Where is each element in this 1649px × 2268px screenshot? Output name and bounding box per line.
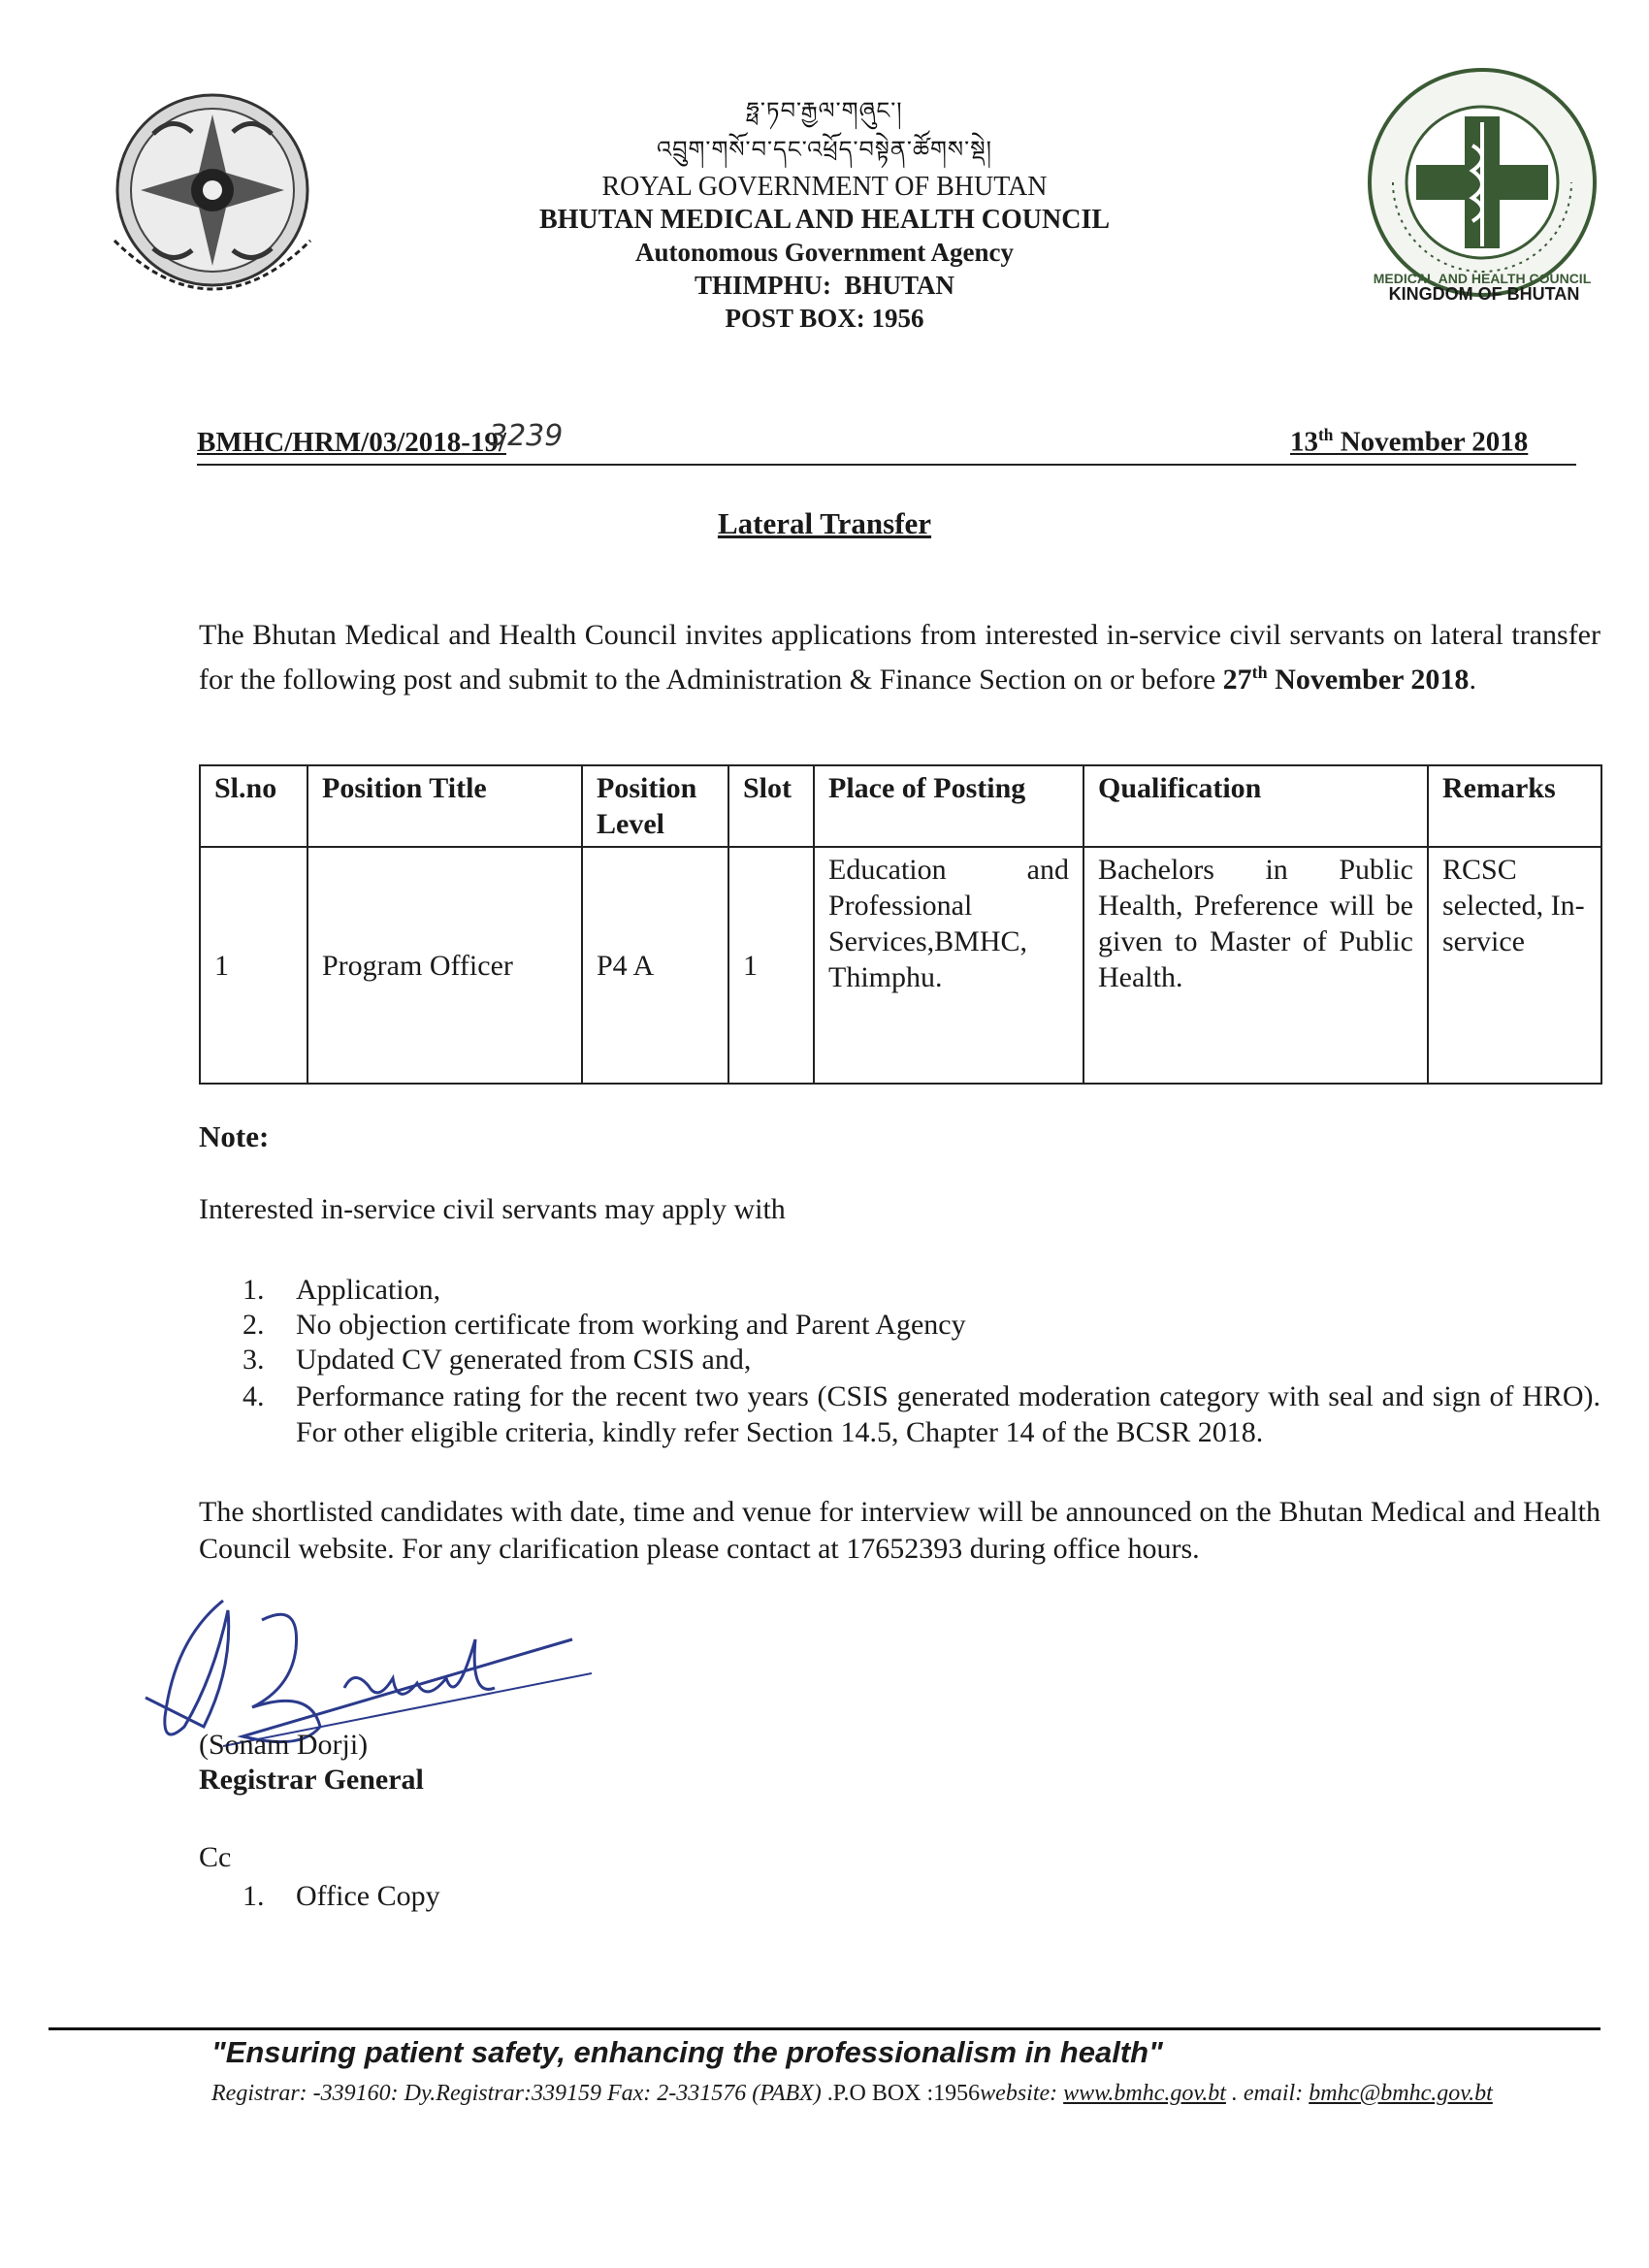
header-agency-type: Autonomous Government Agency [635,238,1014,267]
seal-text: MEDICAL AND HEALTH COUNCIL [1373,271,1592,286]
letter-date [1290,425,1528,459]
page-title: Lateral Transfer [717,506,932,540]
list-item: 3. Updated CV generated from CSIS and, [242,1344,752,1376]
list-item: 1. Office Copy [242,1880,440,1912]
column-header-position-title: Position Title [307,765,582,847]
cell-slot: 1 [728,847,814,1084]
cell-place-of-posting: Education and Professional Services,BMHC, Thimphu. [814,847,1083,1084]
cell-qualification: Bachelors in Public Health, Preference will be given to Master of Public Health. [1083,847,1428,1084]
deadline-date: 27th November 2018 [1222,663,1470,696]
header-location: THIMPHU: BHUTAN [695,271,954,300]
header-dzongkha-line-1: ཧྥ་ཏབ་རྒྱལ་གཞུང་། [746,97,903,124]
seal-caption: KINGDOM OF BHUTAN [1388,284,1580,304]
list-item: 2. No objection certificate from working and Parent Agency [242,1309,966,1341]
header-post-box: POST BOX: 1956 [725,304,924,333]
email-link[interactable]: bmhc@bmhc.gov.bt [1309,2081,1493,2106]
list-item: 1. Application, [242,1274,441,1306]
column-header-qualification: Qualification [1083,765,1428,847]
reference-rule [197,464,1576,466]
cell-slno: 1 [200,847,307,1084]
column-header-slno: Sl.no [200,765,307,847]
website-link[interactable]: www.bmhc.gov.bt [1063,2081,1226,2106]
column-header-remarks: Remarks [1428,765,1601,847]
list-item: 4. Performance rating for the recent two years (CSIS generated moderation category with seal and sign of HRO). For other eligible criteria, kindly refer Section 14.5, Chapter 14 of the BCSR 2018. [242,1380,1600,1448]
table-header-row [200,765,1601,847]
date-suffix: th [1318,425,1334,444]
closing-paragraph: The shortlisted candidates with date, time and venue for interview will be announced on the Bhutan Medical and Health Council website. For any clarification please contact at 17652393 during office hours. [199,1496,1600,1565]
intro-text: The Bhutan Medical and Health Council invites applications from interested in-service civil servants on lateral transfer for the following post and submit to the Administration & Finance Section on or before [199,619,1600,696]
column-header-position-level: Position Level [582,765,728,847]
footer-motto: "Ensuring patient safety, enhancing the professionalism in health" [211,2035,1163,2069]
signatory-title: Registrar General [199,1764,424,1796]
header-government-name: ROYAL GOVERNMENT OF BHUTAN [601,172,1048,202]
note-label: Note: [199,1119,270,1153]
column-header-place-of-posting: Place of Posting [814,765,1083,847]
date-month-year: November 2018 [1333,426,1529,458]
note-intro: Interested in-service civil servants may apply with [199,1193,786,1225]
footer-contact: Registrar: -339160: Dy.Registrar:339159 Fax: 2-331576 (PABX) .P.O BOX :1956website: www.bmhc.gov.bt . email: bmhc@bmhc.gov.bt [211,2081,1493,2106]
header-dzongkha-line-2: འབྲུག་གསོ་བ་དང་འཕྲོད་བསྟེན་ཚོགས་སྡེ། [657,136,992,163]
table-row [200,847,1601,1084]
reference-handwritten-number: 3239 [489,419,564,453]
cell-position-level: P4 A [582,847,728,1084]
vacancy-table [199,764,1602,1085]
column-header-slot: Slot [728,765,814,847]
cell-remarks: RCSC selected, In-service [1428,847,1601,1084]
cell-position-title: Program Officer [307,847,582,1084]
cc-label: Cc [199,1841,232,1873]
intro-paragraph: The Bhutan Medical and Health Council invites applications from interested in-service civil servants on lateral transfer for the following post and submit to the Administration & Finance Section on or before 27th November 2018. [199,619,1600,696]
signatory-name: (Sonam Dorji) [199,1729,369,1761]
reference-number: BMHC/HRM/03/2018-19/ [197,427,506,458]
footer-rule [48,2027,1600,2030]
header-council-name: BHUTAN MEDICAL AND HEALTH COUNCIL [538,205,1111,235]
date-day: 13 [1290,426,1318,458]
